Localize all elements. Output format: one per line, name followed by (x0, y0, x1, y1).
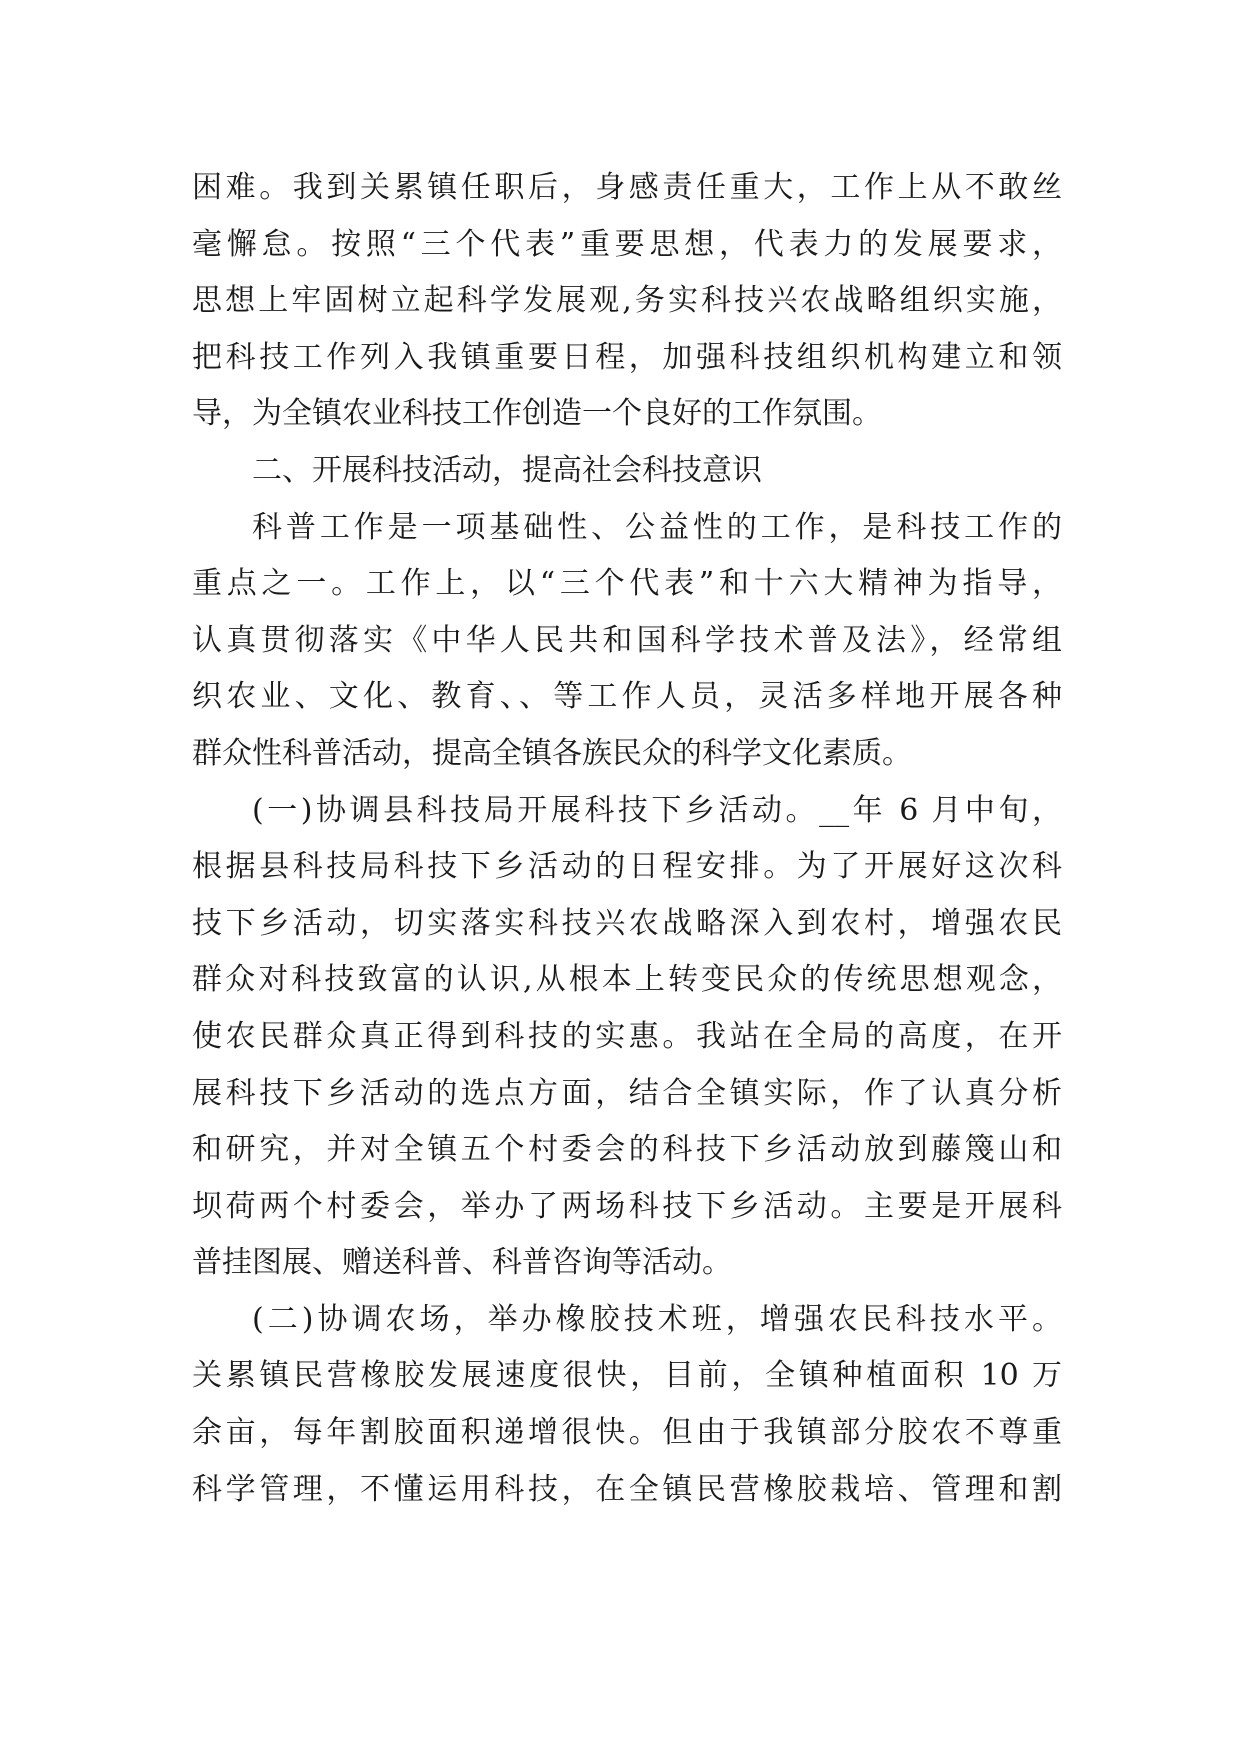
text-line: 技下乡活动，切实落实科技兴农战略深入到农村，增强农民 (192, 905, 1062, 941)
text-line: 科普工作是一项基础性、公益性的工作，是科技工作的 (252, 509, 1062, 545)
text-line: 认真贯彻落实《中华人民共和国科学技术普及法》，经常组 (192, 622, 1062, 658)
text-line: 毫懈怠。按照“三个代表”重要思想，代表力的发展要求， (192, 226, 1062, 262)
text-line: 根据县科技局科技下乡活动的日程安排。为了开展好这次科 (192, 849, 1062, 885)
text-line: 群众性科普活动，提高全镇各族民众的科学文化素质。 (192, 735, 912, 771)
text-line: 思想上牢固树立起科学发展观,务实科技兴农战略组织实施， (192, 283, 1062, 319)
text-line: 关累镇民营橡胶发展速度很快，目前，全镇种植面积 10 万 (192, 1358, 1062, 1394)
section-heading: 二、开展科技活动，提高社会科技意识 (252, 452, 762, 488)
text-line: 科学管理，不懂运用科技，在全镇民营橡胶栽培、管理和割 (192, 1471, 1062, 1507)
body-text (192, 160, 1062, 1518)
text-line: 困难。我到关累镇任职后，身感责任重大，工作上从不敢丝 (192, 170, 1062, 205)
text-line: 展科技下乡活动的选点方面，结合全镇实际，作了认真分析 (192, 1075, 1062, 1111)
text-line: (一)协调县科技局开展科技下乡活动。__年 6 月中旬， (252, 792, 1062, 828)
text-line: 群众对科技致富的认识,从根本上转变民众的传统思想观念， (192, 962, 1062, 998)
text-line: 使农民群众真正得到科技的实惠。我站在全局的高度，在开 (192, 1018, 1062, 1054)
text-line: 和研究，并对全镇五个村委会的科技下乡活动放到藤篾山和 (192, 1132, 1062, 1168)
text-line: 重点之一。工作上，以“三个代表”和十六大精神为指导， (192, 566, 1062, 602)
text-line: 织农业、文化、教育、、等工作人员，灵活多样地开展各种 (192, 679, 1062, 715)
text-line: 余亩，每年割胶面积递增很快。但由于我镇部分胶农不尊重 (192, 1415, 1062, 1451)
text-line: 导，为全镇农业科技工作创造一个良好的工作氛围。 (192, 396, 882, 432)
text-line: 把科技工作列入我镇重要日程，加强科技组织机构建立和领 (192, 339, 1062, 375)
text-line: 坝荷两个村委会，举办了两场科技下乡活动。主要是开展科 (192, 1188, 1062, 1224)
text-line: (二)协调农场，举办橡胶技术班，增强农民科技水平。 (252, 1301, 1062, 1337)
text-line: 普挂图展、赠送科普、科普咨询等活动。 (192, 1245, 732, 1281)
